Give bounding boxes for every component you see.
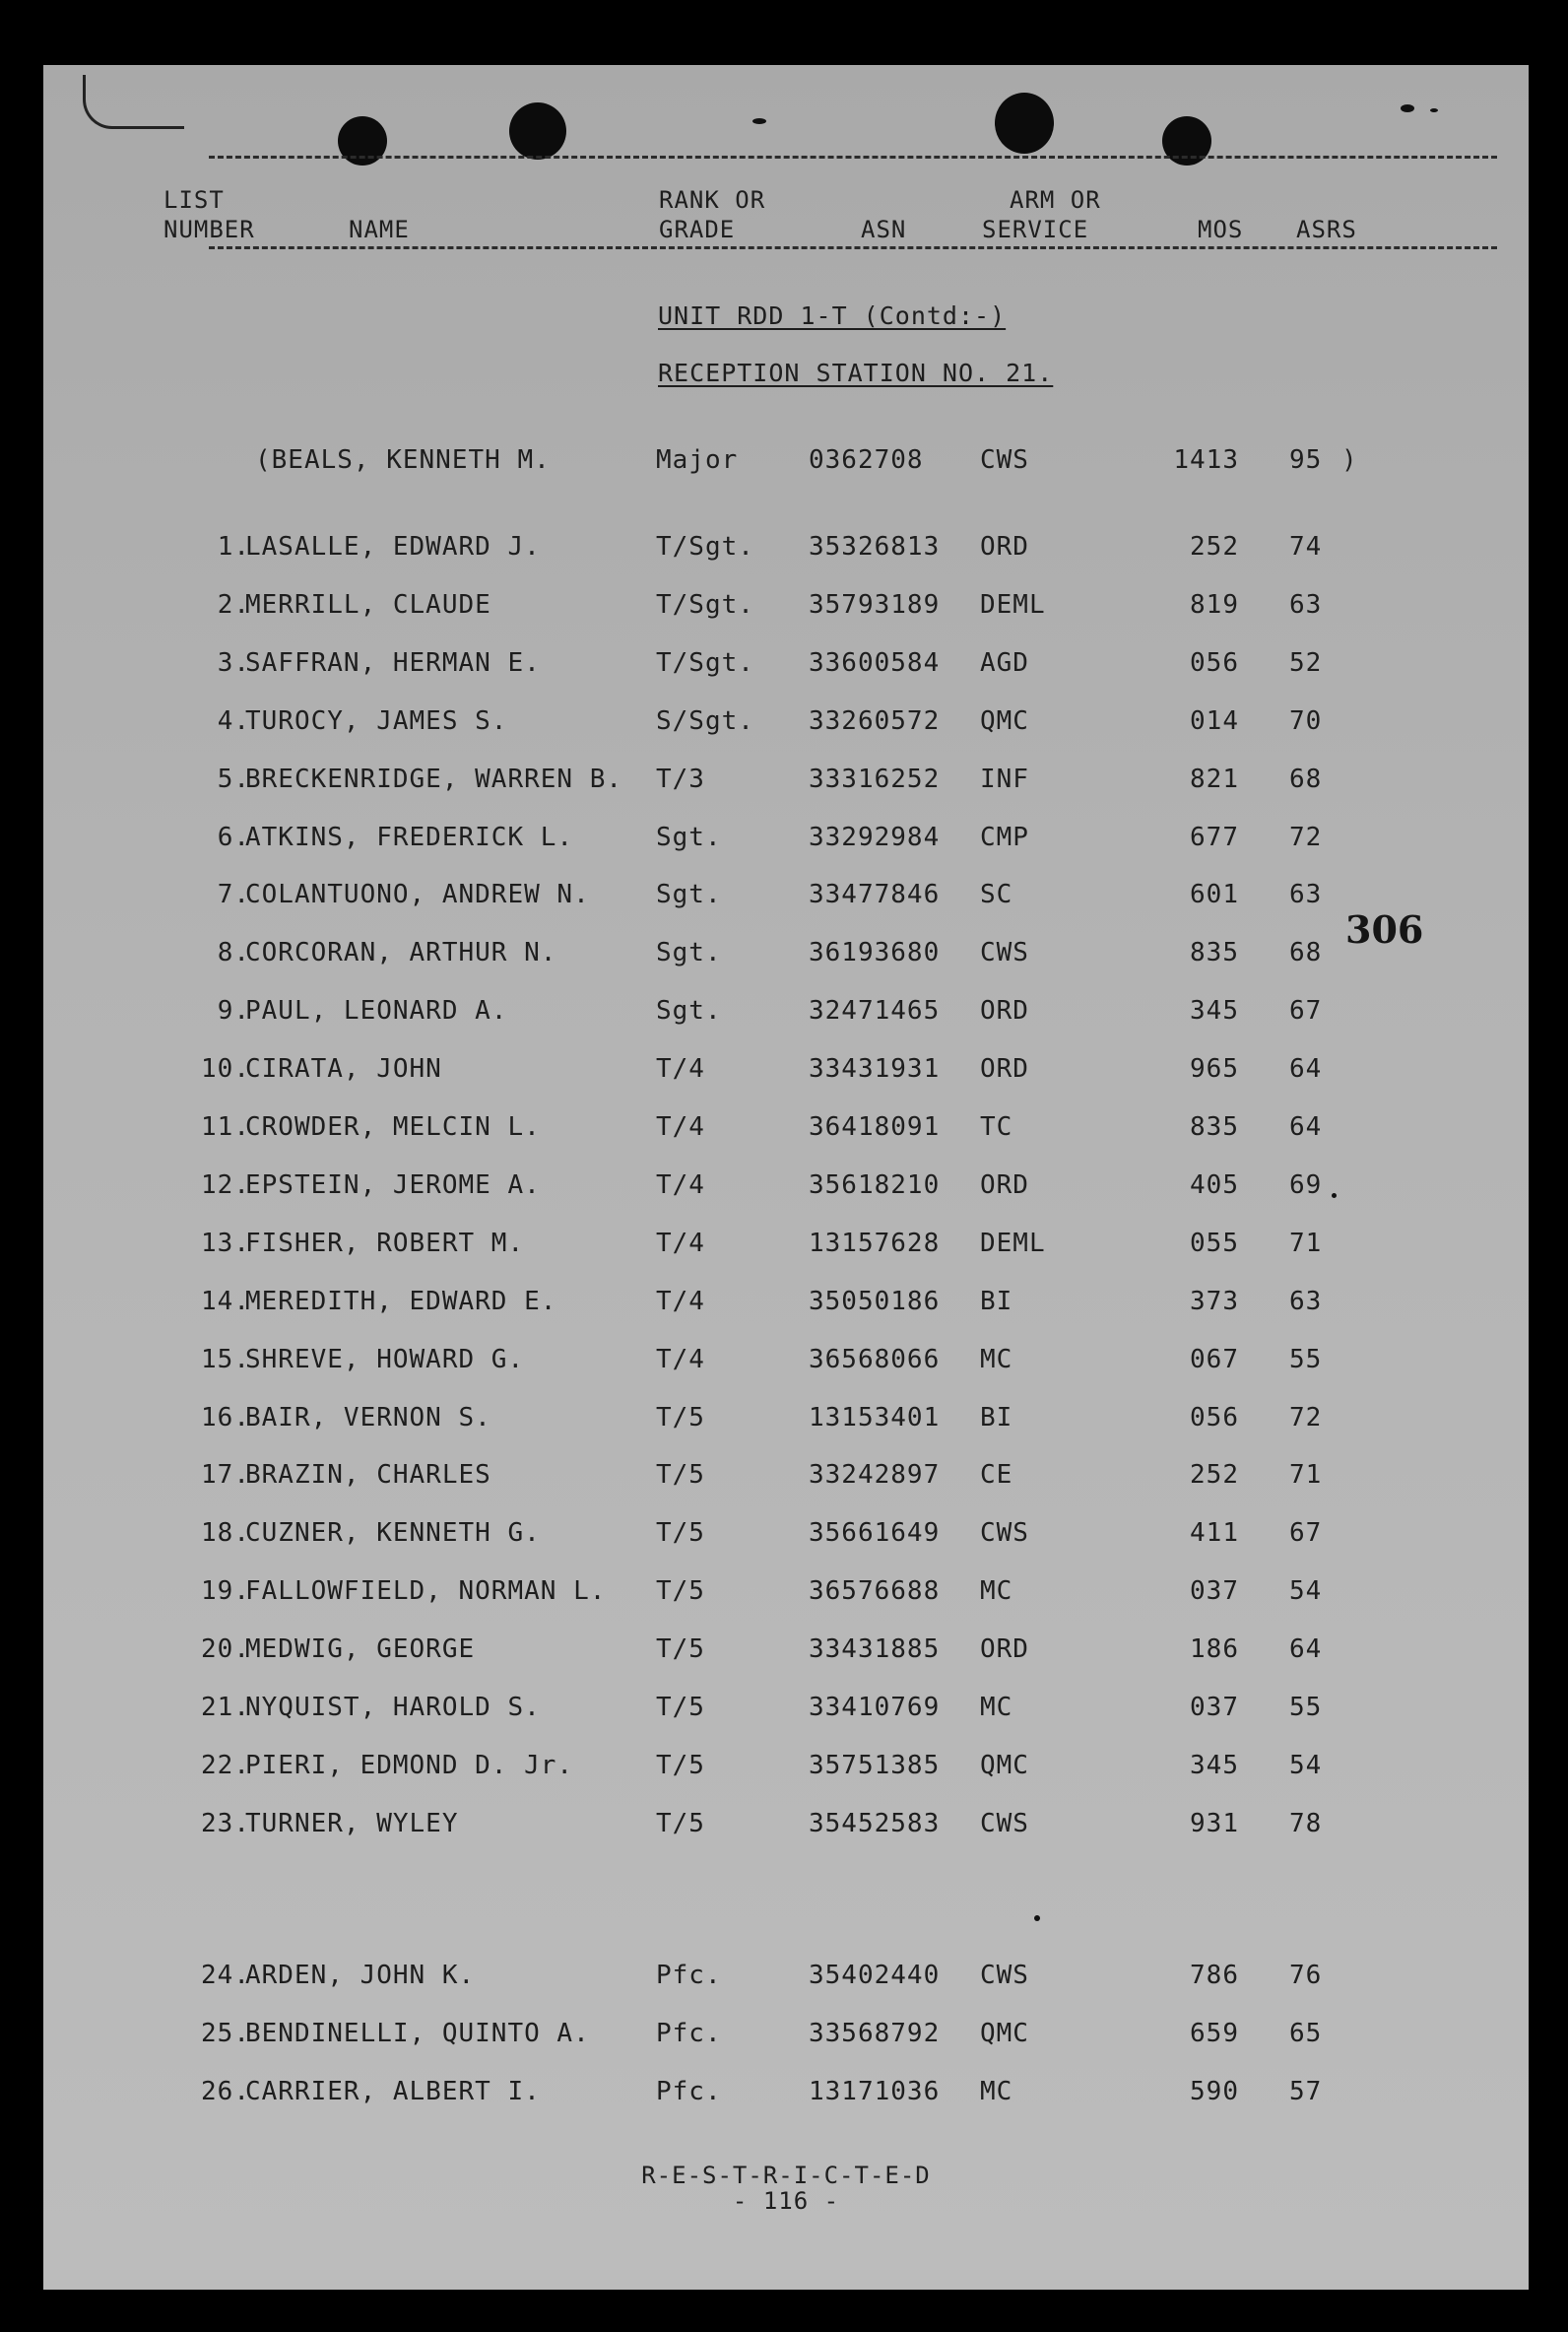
cell-arm-service: CWS	[980, 938, 1029, 968]
cell-arm-service: CMP	[980, 822, 1029, 852]
cell-rank: Sgt.	[656, 822, 722, 852]
cell-list-number: 7.	[217, 880, 250, 910]
cell-rank: T/4	[656, 1286, 705, 1316]
cell-asrs: 78	[1289, 1808, 1323, 1838]
cell-arm-service: MC	[980, 1576, 1013, 1607]
cell-mos: 965	[1190, 1054, 1239, 1085]
cell-list-number: 2.	[217, 589, 250, 620]
cell-name: PAUL, LEONARD A.	[245, 996, 508, 1027]
cell-mos: 659	[1190, 2018, 1239, 2048]
officer-name: (BEALS, KENNETH M.	[255, 445, 551, 475]
cell-arm-service: TC	[980, 1112, 1013, 1142]
table-row	[43, 765, 1529, 804]
cell-rank: T/4	[656, 1054, 705, 1085]
cell-name: BRECKENRIDGE, WARREN B.	[245, 764, 623, 794]
cell-asrs: 65	[1289, 2018, 1323, 2048]
speck	[1430, 108, 1438, 112]
table-row	[43, 1460, 1529, 1499]
cell-rank: T/Sgt.	[656, 589, 754, 620]
cell-mos: 252	[1190, 532, 1239, 562]
cell-mos: 055	[1190, 1228, 1239, 1258]
cell-arm-service: DEML	[980, 1228, 1046, 1258]
cell-asrs: 63	[1289, 880, 1323, 910]
cell-rank: T/Sgt.	[656, 532, 754, 562]
corner-mark	[83, 75, 184, 129]
cell-asn: 35326813	[809, 532, 941, 562]
col-header-asn: ASN	[861, 216, 907, 243]
table-row	[43, 996, 1529, 1035]
cell-arm-service: MC	[980, 2076, 1013, 2106]
cell-asrs: 68	[1289, 764, 1323, 794]
cell-asn: 36193680	[809, 938, 941, 968]
cell-asrs: 67	[1289, 996, 1323, 1027]
cell-name: CARRIER, ALBERT I.	[245, 2076, 541, 2106]
cell-list-number: 12.	[201, 1169, 250, 1200]
table-row	[43, 1054, 1529, 1094]
cell-list-number: 4.	[217, 705, 250, 736]
cell-list-number: 8.	[217, 938, 250, 968]
table-row	[43, 1751, 1529, 1790]
table-row	[43, 880, 1529, 919]
cell-name: TURNER, WYLEY	[245, 1808, 459, 1838]
cell-name: EPSTEIN, JEROME A.	[245, 1169, 541, 1200]
cell-arm-service: DEML	[980, 589, 1046, 620]
cell-rank: Pfc.	[656, 1961, 722, 1990]
cell-asrs: 54	[1289, 1576, 1323, 1607]
col-header-rank: RANK OR GRADE	[659, 186, 766, 243]
cell-mos: 405	[1190, 1169, 1239, 1200]
cell-arm-service: MC	[980, 1693, 1013, 1722]
cell-asrs: 64	[1289, 1634, 1323, 1665]
cell-name: CUZNER, KENNETH G.	[245, 1518, 541, 1549]
cell-asrs: 67	[1289, 1518, 1323, 1549]
cell-name: CORCORAN, ARTHUR N.	[245, 938, 557, 968]
table-row	[43, 1112, 1529, 1152]
cell-name: BENDINELLI, QUINTO A.	[245, 2018, 590, 2048]
cell-name: NYQUIST, HAROLD S.	[245, 1693, 541, 1722]
cell-arm-service: QMC	[980, 2018, 1029, 2048]
cell-list-number: 19.	[201, 1576, 250, 1607]
header-bottom-rule	[209, 246, 1497, 249]
cell-asn: 36576688	[809, 1576, 941, 1607]
cell-asrs: 76	[1289, 1961, 1323, 1990]
cell-list-number: 22.	[201, 1750, 250, 1780]
officer-row	[43, 445, 1529, 485]
cell-name: CIRATA, JOHN	[245, 1054, 442, 1085]
cell-list-number: 20.	[201, 1634, 250, 1665]
cell-list-number: 1.	[217, 532, 250, 562]
cell-mos: 411	[1190, 1518, 1239, 1549]
cell-asn: 35452583	[809, 1808, 941, 1838]
table-row	[43, 532, 1529, 571]
cell-mos: 056	[1190, 1402, 1239, 1433]
cell-rank: T/Sgt.	[656, 647, 754, 678]
cell-list-number: 23.	[201, 1808, 250, 1838]
cell-asn: 33431885	[809, 1634, 941, 1665]
cell-asrs: 68	[1289, 938, 1323, 968]
cell-list-number: 5.	[217, 764, 250, 794]
cell-asrs: 54	[1289, 1750, 1323, 1780]
cell-arm-service: QMC	[980, 705, 1029, 736]
cell-rank: S/Sgt.	[656, 705, 754, 736]
cell-list-number: 13.	[201, 1228, 250, 1258]
cell-asn: 36418091	[809, 1112, 941, 1142]
cell-list-number: 25.	[201, 2018, 250, 2048]
cell-mos: 345	[1190, 996, 1239, 1027]
cell-mos: 067	[1190, 1344, 1239, 1374]
cell-asn: 13171036	[809, 2076, 941, 2106]
cell-list-number: 6.	[217, 822, 250, 852]
margin-page-number: 306	[1345, 907, 1424, 952]
cell-name: MEREDITH, EDWARD E.	[245, 1286, 557, 1316]
cell-rank: T/4	[656, 1228, 705, 1258]
table-row	[43, 706, 1529, 746]
col-header-arm: ARM OR SERVICE	[982, 186, 1101, 243]
cell-rank: Sgt.	[656, 880, 722, 910]
cell-asrs: 52	[1289, 647, 1323, 678]
cell-list-number: 17.	[201, 1460, 250, 1491]
speck	[752, 118, 766, 124]
cell-mos: 186	[1190, 1634, 1239, 1665]
cell-rank: T/5	[656, 1634, 705, 1665]
cell-arm-service: AGD	[980, 647, 1029, 678]
cell-arm-service: ORD	[980, 1169, 1029, 1200]
officer-asrs: 95	[1289, 445, 1323, 475]
cell-asrs: 64	[1289, 1054, 1323, 1085]
speck	[1034, 1915, 1040, 1921]
cell-asn: 33316252	[809, 764, 941, 794]
col-header-asrs: ASRS	[1296, 216, 1357, 243]
cell-asrs: 57	[1289, 2076, 1323, 2106]
cell-list-number: 24.	[201, 1961, 250, 1990]
officer-arm: CWS	[980, 445, 1029, 475]
cell-asn: 33600584	[809, 647, 941, 678]
cell-asrs: 71	[1289, 1228, 1323, 1258]
officer-close-paren: )	[1341, 445, 1358, 475]
cell-asn: 33260572	[809, 705, 941, 736]
cell-rank: Pfc.	[656, 2018, 722, 2048]
cell-rank: T/5	[656, 1460, 705, 1491]
cell-list-number: 18.	[201, 1518, 250, 1549]
cell-rank: T/5	[656, 1576, 705, 1607]
cell-asrs: 64	[1289, 1112, 1323, 1142]
table-row	[43, 1403, 1529, 1442]
cell-asn: 33410769	[809, 1693, 941, 1722]
cell-asn: 35751385	[809, 1750, 941, 1780]
col-header-list-number: LIST NUMBER	[163, 186, 255, 243]
cell-list-number: 11.	[201, 1112, 250, 1142]
cell-mos: 056	[1190, 647, 1239, 678]
cell-name: BRAZIN, CHARLES	[245, 1460, 491, 1491]
cell-asn: 35618210	[809, 1169, 941, 1200]
cell-rank: T/5	[656, 1402, 705, 1433]
speck	[1401, 104, 1414, 112]
cell-asrs: 63	[1289, 589, 1323, 620]
cell-arm-service: CWS	[980, 1808, 1029, 1838]
cell-list-number: 10.	[201, 1054, 250, 1085]
cell-name: TUROCY, JAMES S.	[245, 705, 508, 736]
cell-arm-service: ORD	[980, 1054, 1029, 1085]
cell-asn: 35661649	[809, 1518, 941, 1549]
cell-mos: 252	[1190, 1460, 1239, 1491]
cell-rank: Sgt.	[656, 938, 722, 968]
table-row	[43, 1170, 1529, 1210]
cell-list-number: 26.	[201, 2076, 250, 2106]
cell-asn: 33292984	[809, 822, 941, 852]
cell-mos: 835	[1190, 938, 1239, 968]
table-row	[43, 1961, 1529, 2000]
header-top-rule	[209, 156, 1497, 159]
punch-hole	[995, 93, 1054, 154]
cell-mos: 821	[1190, 764, 1239, 794]
cell-name: MERRILL, CLAUDE	[245, 589, 491, 620]
table-row	[43, 1229, 1529, 1268]
cell-arm-service: INF	[980, 764, 1029, 794]
cell-arm-service: ORD	[980, 532, 1029, 562]
cell-name: CROWDER, MELCIN L.	[245, 1112, 541, 1142]
officer-asn: 0362708	[809, 445, 924, 475]
cell-asrs: 74	[1289, 532, 1323, 562]
cell-name: FALLOWFIELD, NORMAN L.	[245, 1576, 607, 1607]
cell-asn: 13157628	[809, 1228, 941, 1258]
cell-mos: 590	[1190, 2076, 1239, 2106]
cell-arm-service: BI	[980, 1286, 1013, 1316]
cell-mos: 601	[1190, 880, 1239, 910]
table-row	[43, 1809, 1529, 1848]
cell-asrs: 55	[1289, 1344, 1323, 1374]
cell-name: COLANTUONO, ANDREW N.	[245, 880, 590, 910]
cell-name: LASALLE, EDWARD J.	[245, 532, 541, 562]
table-row	[43, 1693, 1529, 1732]
cell-asn: 33242897	[809, 1460, 941, 1491]
footer-page-number: - 116 -	[732, 2187, 840, 2215]
cell-name: ATKINS, FREDERICK L.	[245, 822, 574, 852]
cell-arm-service: MC	[980, 1344, 1013, 1374]
cell-mos: 677	[1190, 822, 1239, 852]
table-row	[43, 1576, 1529, 1616]
cell-asrs: 63	[1289, 1286, 1323, 1316]
officer-rank: Major	[656, 445, 739, 475]
cell-arm-service: SC	[980, 880, 1013, 910]
cell-list-number: 3.	[217, 647, 250, 678]
cell-rank: T/5	[656, 1750, 705, 1780]
cell-rank: T/4	[656, 1112, 705, 1142]
cell-asn: 32471465	[809, 996, 941, 1027]
cell-name: SAFFRAN, HERMAN E.	[245, 647, 541, 678]
table-row	[43, 823, 1529, 862]
cell-arm-service: CWS	[980, 1518, 1029, 1549]
cell-mos: 931	[1190, 1808, 1239, 1838]
cell-asn: 33431931	[809, 1054, 941, 1085]
cell-rank: T/4	[656, 1169, 705, 1200]
cell-rank: Sgt.	[656, 996, 722, 1027]
cell-name: ARDEN, JOHN K.	[245, 1961, 476, 1990]
cell-rank: Pfc.	[656, 2076, 722, 2106]
cell-name: BAIR, VERNON S.	[245, 1402, 491, 1433]
cell-asn: 35793189	[809, 589, 941, 620]
cell-arm-service: ORD	[980, 996, 1029, 1027]
cell-asn: 33477846	[809, 880, 941, 910]
unit-title: UNIT RDD 1-T (Contd:-)	[658, 301, 1007, 330]
table-row	[43, 1287, 1529, 1326]
cell-mos: 037	[1190, 1693, 1239, 1722]
cell-mos: 014	[1190, 705, 1239, 736]
cell-asrs: 70	[1289, 705, 1323, 736]
cell-list-number: 15.	[201, 1344, 250, 1374]
cell-mos: 345	[1190, 1750, 1239, 1780]
col-header-mos: MOS	[1198, 216, 1244, 243]
cell-asrs: 69	[1289, 1169, 1323, 1200]
cell-name: SHREVE, HOWARD G.	[245, 1344, 525, 1374]
table-row	[43, 1345, 1529, 1384]
cell-mos: 835	[1190, 1112, 1239, 1142]
cell-arm-service: BI	[980, 1402, 1013, 1433]
cell-arm-service: QMC	[980, 1750, 1029, 1780]
cell-mos: 819	[1190, 589, 1239, 620]
punch-hole	[509, 102, 566, 160]
cell-asn: 13153401	[809, 1402, 941, 1433]
footer-classification: R-E-S-T-R-I-C-T-E-D	[641, 2162, 931, 2189]
cell-rank: T/5	[656, 1808, 705, 1838]
cell-asn: 35402440	[809, 1961, 941, 1990]
cell-asn: 33568792	[809, 2018, 941, 2048]
cell-asrs: 72	[1289, 822, 1323, 852]
table-row	[43, 1634, 1529, 1674]
table-row	[43, 2077, 1529, 2116]
table-row	[43, 1518, 1529, 1558]
cell-rank: T/5	[656, 1518, 705, 1549]
table-row	[43, 590, 1529, 630]
cell-asrs: 72	[1289, 1402, 1323, 1433]
cell-list-number: 14.	[201, 1286, 250, 1316]
cell-list-number: 9.	[217, 996, 250, 1027]
table-row	[43, 2019, 1529, 2058]
cell-arm-service: CE	[980, 1460, 1013, 1491]
document-page	[43, 65, 1529, 2290]
table-row	[43, 648, 1529, 688]
cell-rank: T/4	[656, 1344, 705, 1374]
cell-mos: 037	[1190, 1576, 1239, 1607]
cell-name: PIERI, EDMOND D. Jr.	[245, 1750, 574, 1780]
col-header-name: NAME	[349, 216, 410, 243]
cell-asn: 36568066	[809, 1344, 941, 1374]
cell-mos: 373	[1190, 1286, 1239, 1316]
cell-asrs: 71	[1289, 1460, 1323, 1491]
cell-arm-service: CWS	[980, 1961, 1029, 1990]
cell-asrs: 55	[1289, 1693, 1323, 1722]
cell-rank: T/3	[656, 764, 705, 794]
cell-mos: 786	[1190, 1961, 1239, 1990]
cell-arm-service: ORD	[980, 1634, 1029, 1665]
cell-list-number: 16.	[201, 1402, 250, 1433]
officer-mos: 1413	[1173, 445, 1239, 475]
cell-name: MEDWIG, GEORGE	[245, 1634, 476, 1665]
table-row	[43, 938, 1529, 977]
station-title: RECEPTION STATION NO. 21.	[658, 359, 1054, 387]
cell-name: FISHER, ROBERT M.	[245, 1228, 525, 1258]
cell-list-number: 21.	[201, 1693, 250, 1722]
cell-rank: T/5	[656, 1693, 705, 1722]
cell-asn: 35050186	[809, 1286, 941, 1316]
